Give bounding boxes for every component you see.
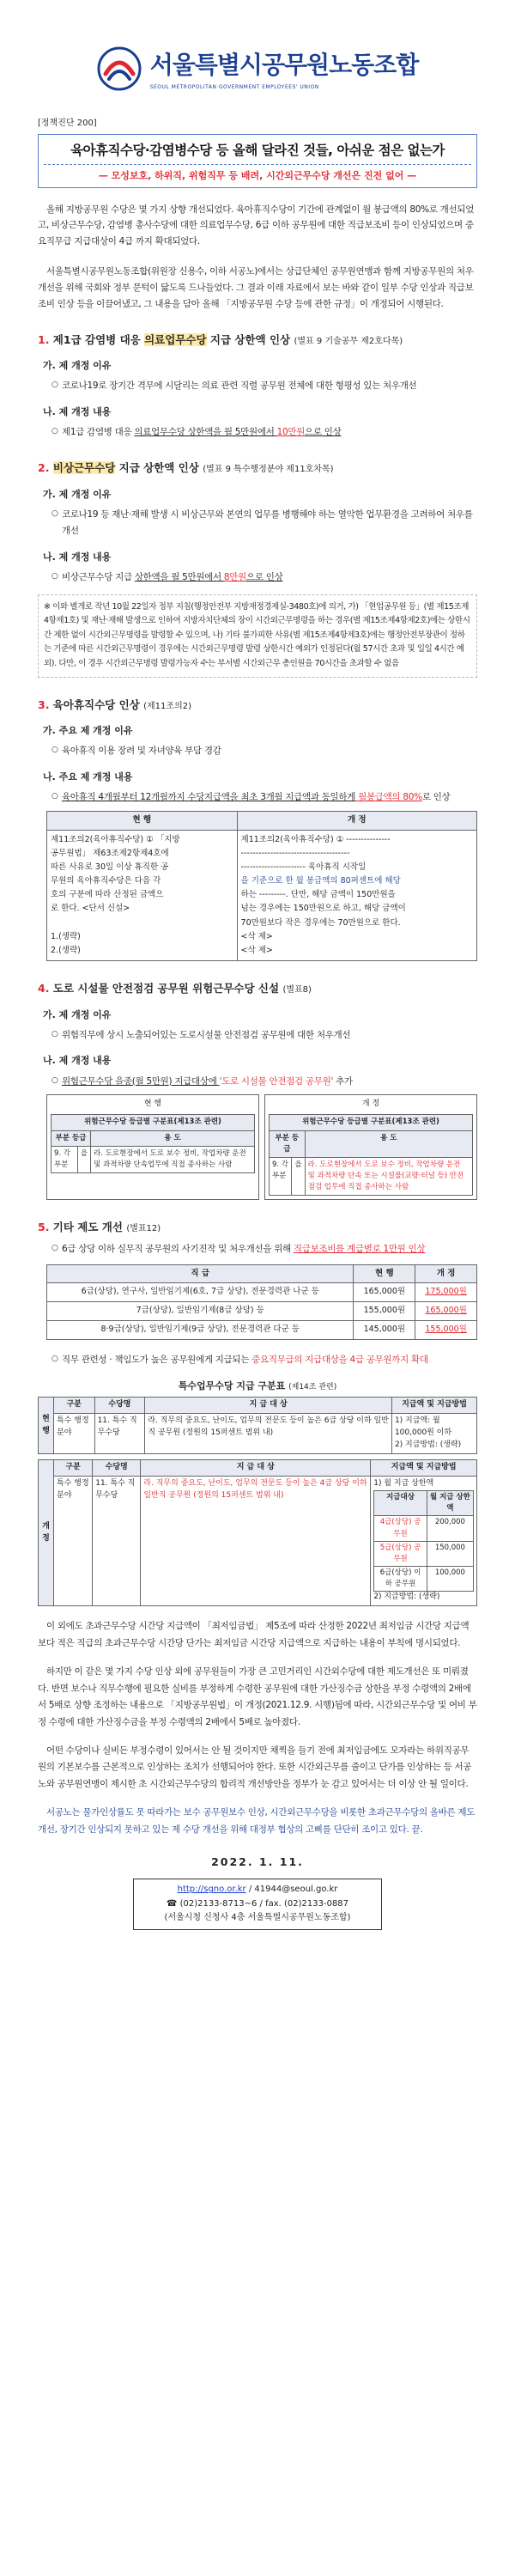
contact-box: http://sgno.or.kr / 41944@seoul.go.kr ☎ (02)2133-8713~6 / fax. (02)2133-0887 (서울시청 신청사 4층 서울특별시공무원노동조합) bbox=[133, 1879, 382, 1930]
closing-paragraph-3: 어떤 수당이나 실비든 부정수령이 있어서는 안 될 것이지만 채찍을 들기 전에 최저임금에도 모자라는 하위직공무원의 기본보수를 근본적으로 인상하는 조치가 선행되어야 한다. 또한 시간외근무를 줄이고 단가를 인상하는 등 서공노와 공무원연맹이 제시한 초 시간외근무수당의 합리적 개선방안을 정부가 눈 감고 있어서는 더 이상 안 될 일이다. bbox=[38, 1745, 472, 1789]
website-link[interactable]: http://sgno.or.kr bbox=[177, 1885, 246, 1895]
table-row: 5급(상당) 공무원 150,000 bbox=[374, 1541, 474, 1566]
publish-date: 2022. 1. 11. bbox=[211, 1855, 304, 1869]
special-duty-table-current: 현 행 구분 수당명 지 급 대 상 지급액 및 지급방법 특수 행정 분야 11. 특수 직무수당 라. 직무의 중요도, 난이도, 업무의 전문도 등이 높은 6급 상당 이하 일반직 공무원 (정원의 15퍼센트 범위 내) 1) 지급액: 월 100,000원 이하 2) 지급방법: (생략) bbox=[38, 1397, 477, 1454]
intro-paragraph-1: 올해 지방공무원 수당은 몇 가지 상향 개선되었다. 육아휴직수당이 기간에 관계없이 월 봉급액의 80%로 개선되었고, 비상근무수당, 감염병 총사수당에 대한 의료업무수당, 6급 이하 공무원에 대한 직급보조비 등이 인상되었으며 중요직무급 지급대상이 4급 까지 확대되었다. bbox=[38, 204, 475, 247]
closing-paragraph-1: 이 외에도 초과근무수당 시간당 지급액이 「최저임금법」 제5조에 따라 산정한 2022년 최저임금 시간당 지급액보다 적은 직급의 초과근무수당 시간당 단가는 최저임금 시간당 지급액으로 지급하는 내용이 부칙에 명시되었다. bbox=[38, 1621, 470, 1648]
table-row: 8·9급(상당), 일반임기제(9급 상당), 전문경력관 다군 등 145,000원 155,000원 bbox=[47, 1320, 477, 1339]
monthly-cap-table: 지급대상 월 지급 상한액 4급(상당) 공무원 200,000 5급(상당) 공무원 150,000 6급(상당) 이하 공무원 100,000 bbox=[373, 1490, 474, 1592]
section-2-content-heading: 나. 제 개정 내용 bbox=[43, 551, 112, 563]
section-4-reason: ○ 위험직무에 상시 노출되어있는 도로시설물 안전점검 공무원에 대한 처우개선 bbox=[52, 1027, 477, 1044]
section-3-content: ○ 육아휴직 4개월부터 12개월까지 수당지급액을 최초 3개월 지급액과 동일하게 월봉급액의 80%로 인상 bbox=[52, 789, 477, 806]
union-name-en: SEOUL METROPOLITAN GOVERNMENT EMPLOYEES' UNION bbox=[149, 84, 319, 91]
section-3-reason: ○ 육아휴직 이용 장려 및 자녀양육 부담 경감 bbox=[52, 743, 477, 759]
childcare-comparison-table bbox=[46, 811, 477, 961]
section-3-content-heading: 나. 주요 제 개정 내용 bbox=[43, 771, 133, 783]
office-address: (서울시청 신청사 4층 서울특별시공무원노동조합) bbox=[164, 1913, 351, 1923]
table-row: 7급(상당), 일반임기제(8급 상당) 등 155,000원 165,000원 bbox=[47, 1302, 477, 1321]
cmp-revised-cell: 제11조의2(육아휴직수당) ① --------------- ------------------------------------- ---------------------- 육아휴직 시작일 을 기준으로 한 월 봉급액의 80퍼센트에 해당 하는 ---------. 단만, 해당 금액이 150만원을 넘는 경우에는 150만원으로 하고, 해당 금액이 70만원보다 작은 경우에는 70만원으로 한다. <삭 제> <삭 제> bbox=[237, 830, 476, 960]
special-duty-table-revised: 개 정 구분 수당명 지 급 대 상 지급액 및 지급방법 특수 행정 분야 11. 특수 직무수당 라. 직무의 중요도, 난이도, 업무의 전문도 등이 높은 4급 상당 이하 일반직 공무원 (정원의 15퍼센트 범위 내) 1) 월 지급 상한액 지급대상 월 지급 상한액 4급(상당) 공무원 200,000 5급(상당) 공무원 150,000 6급(상당) 이하 공무원 100,000 2) 지급방법: (생략) bbox=[38, 1459, 477, 1606]
union-emblem-icon bbox=[97, 46, 142, 91]
intro-paragraph-2: 서울특별시공무원노동조합(위원장 신용수, 이하 서공노)에서는 상급단체인 공무원연맹과 함께 지방공무원의 처우개선을 위해 국회와 정부 문턱이 닳도록 드나들었다. 그 결과 이래 자료에서 보는 바와 같이 일부 수당 인상과 직급보조비 인상 등을 이끌어냈고, 그 내용을 담아 올해 「지방공무원 수당 등에 관한 규정」이 개정되어 시행된다. bbox=[38, 266, 474, 310]
allowance-grade-table: 직 급 현 행 개 정 6급(상당), 연구사, 일반임기제(6호, 7급 상당), 전문경력관 나군 등 165,000원 175,000원 7급(상당), 일반임기제(8급 상당) 등 155,000원 165,000원 8·9급(상당), 일반임기제(9급 상당), 전문경력관 다군 등 145,000원 155,000원 bbox=[46, 1264, 477, 1340]
closing-paragraph-2: 하지만 이 같은 몇 가지 수당 인상 외에 공무원들이 가장 큰 고민거리인 시간외수당에 대한 제도개선은 또 미뤄졌다. 반면 보수나 직무수행에 필요한 실비를 부정하게 수령한 공무원에 대한 가산징수금 상한을 부정 수령액의 2배에서 5배로 상향 조정하는 내용으로 「지방공무원법」이 개정(2021.12.9. 시행)됨에 따라, 시간외근무수당 및 여비 부정 수령에 대한 가산징수금을 부정 수령액의 2배에서 5배로 높아졌다. bbox=[38, 1666, 477, 1727]
policy-tag: [정책진단 200] bbox=[38, 119, 97, 128]
section-4-reason-heading: 가. 제 개정 이유 bbox=[43, 1008, 112, 1020]
section-1-reason-heading: 가. 제 개정 이유 bbox=[43, 360, 112, 372]
hazard-current-column: 현 행 위험근무수당 등급별 구분표(제13조 관련) 부분 등급 용 도 9. 각 부분 을 라. 도로현장에서 도로 보수 정비, 작업차량 운전 및 과적차량 단속업무에 직접 종사하는 사람 bbox=[46, 1094, 259, 1200]
section-1-heading: 1. 제1급 감염병 대응 의료업무수당 지급 상한액 인상 (별표 9 기술공무 제2호다목) bbox=[38, 332, 403, 346]
headline-box bbox=[38, 134, 477, 188]
section-1-content-heading: 나. 제 개정 내용 bbox=[43, 406, 112, 418]
section-4-content: ○ 위험근무수당 을종(월 5만원) 지급대상에 '도로 시설물 안전점검 공무원' 추가 bbox=[52, 1074, 477, 1090]
section-3-reason-heading: 가. 주요 제 개정 이유 bbox=[43, 725, 133, 737]
section-2-reason: ○ 코로나19 등 재난·재해 발생 시 비상근무와 본연의 업무를 병행해야 하는 열악한 업무환경을 고려하여 처우를 개선 bbox=[52, 507, 477, 539]
section-1-content: ○ 제1급 감염병 대응 의료업무수당 상한액을 월 5만원에서 10만원으로 인상 bbox=[52, 424, 477, 441]
headline-subtitle: — 모성보호, 하위직, 위험직무 등 배려, 시간외근무수당 개선은 진전 없어 — bbox=[44, 164, 471, 183]
section-2-heading: 2. 비상근무수당 지급 상한액 인상 (별표 9 특수행정분야 제11호차목) bbox=[38, 461, 334, 475]
cmp-current-cell: 제11조의2(육아휴직수당) ① 「지방 공무원법」 제63조제2항제4호에 따른 사유로 30일 이상 휴직한 공 무원의 육아휴직수당은 다음 각 호의 구분에 따라 산정된 금액으 로 한다. <단서 신설> 1.(생략) 2.(생략) bbox=[47, 830, 238, 960]
table-row: 6급(상당) 이하 공무원 100,000 bbox=[374, 1567, 474, 1592]
section-5-item-1: ○ 6급 상당 이하 실무직 공무원의 사기진작 및 처우개선을 위해 직급보조비를 계급별로 1만원 인상 bbox=[52, 1241, 477, 1258]
cmp-head-revised: 개 정 bbox=[237, 812, 476, 831]
special-duty-table-caption: 특수업무수당 지급 구분표 (제14조 관련) bbox=[178, 1379, 337, 1392]
section-4-heading: 4. 도로 시설물 안전점검 공무원 위험근무수당 신설 (별표8) bbox=[38, 982, 312, 996]
closing-paragraph-4: 서공노는 물가인상률도 못 따라가는 보수 공무원보수 인상, 시간외근무수당을 비롯한 초과근무수당의 올바른 제도개선, 장기간 인상되지 못하고 있는 제 수당 개선을 위해 대정부 협상의 고삐를 단단히 조이고 있다. 끝. bbox=[38, 1807, 476, 1835]
table-row: 6급(상당), 연구사, 일반임기제(6호, 7급 상당), 전문경력관 나군 등 165,000원 175,000원 bbox=[47, 1283, 477, 1302]
union-logo bbox=[38, 0, 477, 101]
headline-title: 육아휴직수당·감염병수당 등 올해 달라진 것들, 아쉬운 점은 없는가 bbox=[70, 142, 445, 158]
section-5-item-2: ○ 직무 관련성 · 책임도가 높은 공무원에게 지급되는 중요직무급의 지급대상을 4급 공무원까지 확대 bbox=[52, 1352, 477, 1368]
email-address: 41944@seoul.go.kr bbox=[254, 1885, 338, 1895]
table-row: 4급(상당) 공무원 200,000 bbox=[374, 1516, 474, 1541]
overtime-note: ※ 이와 별개로 작년 10월 22일자 정부 지침(행정안전부 지방재정경제실-3480호)에 의거, 가) 「현업공무원 등」(별 제15조제4항제1호) 및 재난·재해 발생으로 인하여 지방자치단체의 장이 시간외근무명령을 하는 경우(별 제15조제4항제2호)에는 상한시간 제한 없이 시간외근무명령을 발령할 수 있으며, 나) 기타 불가피한 사유(별 제15조제4항제3호)에는 행정안전부장관이 정하는 기준에 따른 시간외근무명령이 경우에는 시간외근무명령 발령 상한시간 예외가 인정된다(월 57시간 초과 및 일일 4시간 예외). 다만, 이 경우 시간외근무명령 발령가능자 수는 부서별 시간외근무 총인원을 70시간을 초과할 수 없음 bbox=[38, 594, 477, 678]
cmp-head-current: 현 행 bbox=[47, 812, 238, 831]
section-2-content: ○ 비상근무수당 지급 상한액을 월 5만원에서 8만원으로 인상 bbox=[52, 569, 477, 586]
hazard-pay-comparison bbox=[46, 1094, 477, 1200]
section-2-reason-heading: 가. 제 개정 이유 bbox=[43, 488, 112, 500]
section-5-heading: 5. 기타 제도 개선 (별표12) bbox=[38, 1221, 161, 1234]
union-name-ko: 서울특별시공무원노동조합 bbox=[149, 50, 419, 79]
phone-fax: ☎ (02)2133-8713~6 / fax. (02)2133-0887 bbox=[166, 1898, 349, 1909]
section-1-reason: ○ 코로나19로 장기간 격무에 시달리는 의료 관련 직렬 공무원 전체에 대한 형평성 있는 처우개선 bbox=[52, 378, 477, 394]
section-4-content-heading: 나. 제 개정 내용 bbox=[43, 1055, 112, 1067]
hazard-revised-column: 개 정 위험근무수당 등급별 구분표(제13조 관련) 부분 등급 용 도 9. 각 부분 을 라. 도로현장에서 도로 보수 정비, 작업차량 운전 및 과적차량 단속 또는 시설물(교량·터널 등) 안전 점검 업무에 직접 종사하는 사람 bbox=[264, 1094, 477, 1200]
section-3-heading: 3. 육아휴직수당 인상 (제11조의2) bbox=[38, 697, 191, 711]
